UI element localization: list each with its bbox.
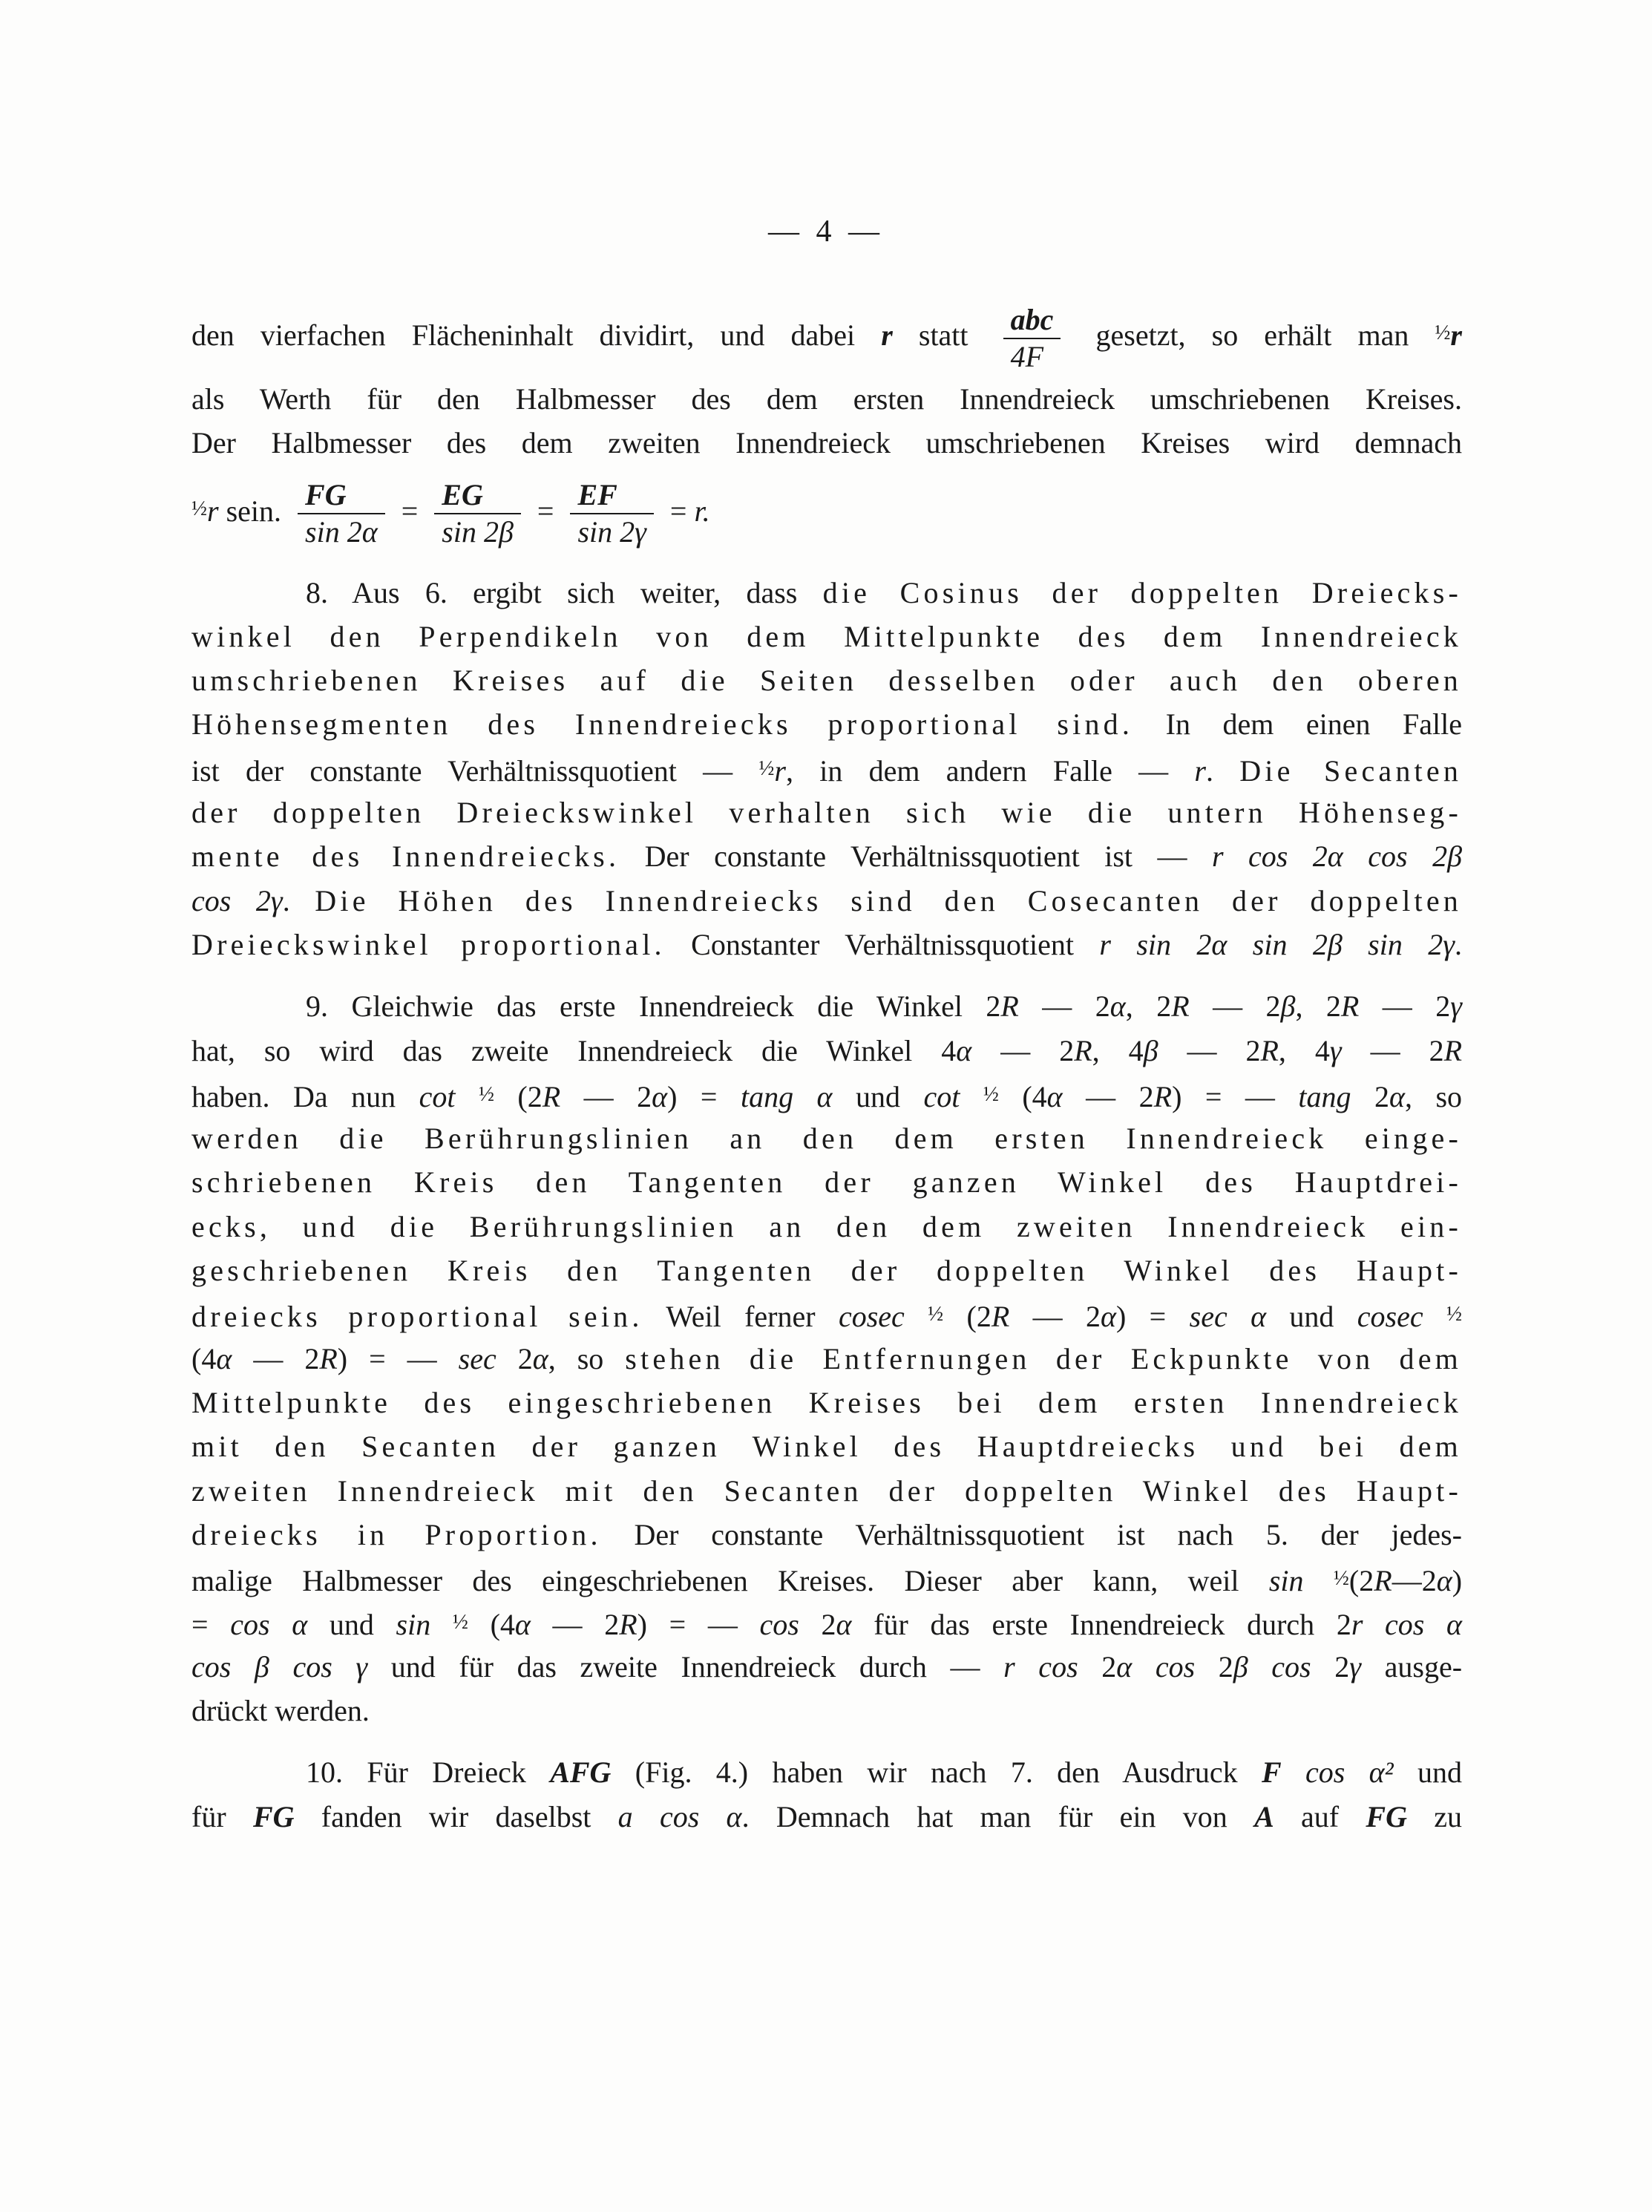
text-line: winkel den Perpendikeln von dem Mittelpunkte des dem Innendreieck — [191, 619, 1462, 653]
text-line: Der Halbmesser des dem zweiten Innendreieck umschriebenen Kreises wird demnach — [191, 426, 1462, 460]
text-line: den vierfachen Flächeninhalt dividirt, und dabei r statt $\frac{\text{abc}}{4F}$ gesetzt, so erhält man $^{\frac{1}{2}}$r — [191, 302, 1462, 373]
fraction-abc-4F: $\frac{\text{abc}}{4F}$ — [1003, 304, 1061, 373]
text-line: der doppelten Dreieckswinkel verhalten sich wie die untern Höhenseg- — [191, 796, 1462, 830]
text-line: mente des Innendreiecks. Der constante Verhältnissquotient ist — r cos 2α cos 2β — [191, 840, 1463, 874]
text-line: (4α — 2R) = — sec 2α, so stehen die Entfernungen der Eckpunkte von dem — [191, 1341, 1463, 1375]
fraction-FG: $\frac{FG}{\sin 2\alpha}$ — [298, 479, 385, 549]
text-line: 8. Aus 6. ergibt sich weiter, dass die Cosinus der doppelten Dreiecks- — [306, 575, 1462, 609]
text-line: 10. Für Dreieck AFG (Fig. 4.) haben wir nach 7. den Ausdruck F cos α² und — [306, 1755, 1463, 1790]
fraction-EF: $\frac{EF}{\sin 2\gamma}$ — [570, 479, 653, 549]
text-line: cos β cos γ und für das zweite Innendreieck durch — r cos 2α cos 2β cos 2γ ausge- — [191, 1649, 1463, 1683]
text-line: als Werth für den Halbmesser des dem ersten Innendreieck umschriebenen Kreises. — [191, 382, 1462, 416]
fraction-EG: $\frac{EG}{\sin 2\beta}$ — [434, 479, 521, 549]
text-line: umschriebenen Kreises auf die Seiten desselben oder auch den oberen — [191, 664, 1462, 698]
text-line: ist der constante Verhältnissquotient — $^{\frac{1}{2}}$r, in dem andern Falle — r. Die Secanten — [191, 753, 1463, 788]
text-line: cos 2γ. Die Höhen des Innendreiecks sind den Cosecanten der doppelten — [191, 883, 1462, 917]
text-line: drückt werden. — [191, 1694, 370, 1728]
text-line: dreiecks proportional sein. Weil ferner cosec $^{\frac{1}{2}}$ (2R — 2α) = sec α und cosec $^{\frac{1}{2}}$ — [191, 1300, 1462, 1334]
text-line: hat, so wird das zweite Innendreieck die Winkel 4α — 2R, 4β — 2R, 4γ — 2R — [191, 1033, 1462, 1067]
text-line: zweiten Innendreieck mit den Secanten der doppelten Winkel des Haupt- — [191, 1473, 1462, 1508]
text-line: dreiecks in Proportion. Der constante Verhältnissquotient ist nach 5. der jedes- — [191, 1517, 1462, 1551]
text-line: haben. Da nun cot $^{\frac{1}{2}}$ (2R — 2α) = tang α und cot $^{\frac{1}{2}}$ (4α — 2R) = — tang 2α, so — [191, 1079, 1463, 1113]
text-line: Mittelpunkte des eingeschriebenen Kreises bei dem ersten Innendreieck — [191, 1385, 1462, 1419]
body-text — [191, 289, 1462, 1839]
text-line: = cos α und sin $^{\frac{1}{2}}$ (4α — 2R) = — cos 2α für das erste Innendreieck durch 2r cos α — [191, 1608, 1463, 1642]
text-line: werden die Berührungslinien an den dem ersten Innendreieck einge- — [191, 1122, 1462, 1156]
text-line: Dreieckswinkel proportional. Constanter Verhältnissquotient r sin 2α sin 2β sin 2γ. — [191, 927, 1462, 961]
text-line: schriebenen Kreis den Tangenten der ganzen Winkel des Hauptdrei- — [191, 1165, 1462, 1200]
text-line: malige Halbmesser des eingeschriebenen Kreises. Dieser aber kann, weil sin $^{\frac{1}{2}}$(2R—2α) — [191, 1564, 1463, 1598]
text-line: 9. Gleichwie das erste Innendreieck die Winkel 2R — 2α, 2R — 2β, 2R — 2γ — [306, 989, 1463, 1024]
text-line: für FG fanden wir daselbst a cos α. Demnach hat man für ein von A auf FG zu — [191, 1799, 1463, 1833]
text-line: Höhensegmenten des Innendreiecks proportional sind. In dem einen Falle — [191, 707, 1462, 742]
page-number: — 4 — — [768, 215, 884, 249]
text-line: mit den Secanten der ganzen Winkel des Hauptdreiecks und bei dem — [191, 1430, 1462, 1464]
text-line: $^{\frac{1}{2}}$r sein. $\frac{FG}{\sin 2\alpha}$ = $\frac{EG}{\sin 2\beta}$ = $\frac{EF}{\sin 2\gamma}$ = r. — [191, 478, 710, 549]
text-line: geschriebenen Kreis den Tangenten der doppelten Winkel des Haupt- — [191, 1254, 1462, 1288]
text-line: ecks, und die Berührungslinien an den dem zweiten Innendreieck ein- — [191, 1209, 1462, 1243]
